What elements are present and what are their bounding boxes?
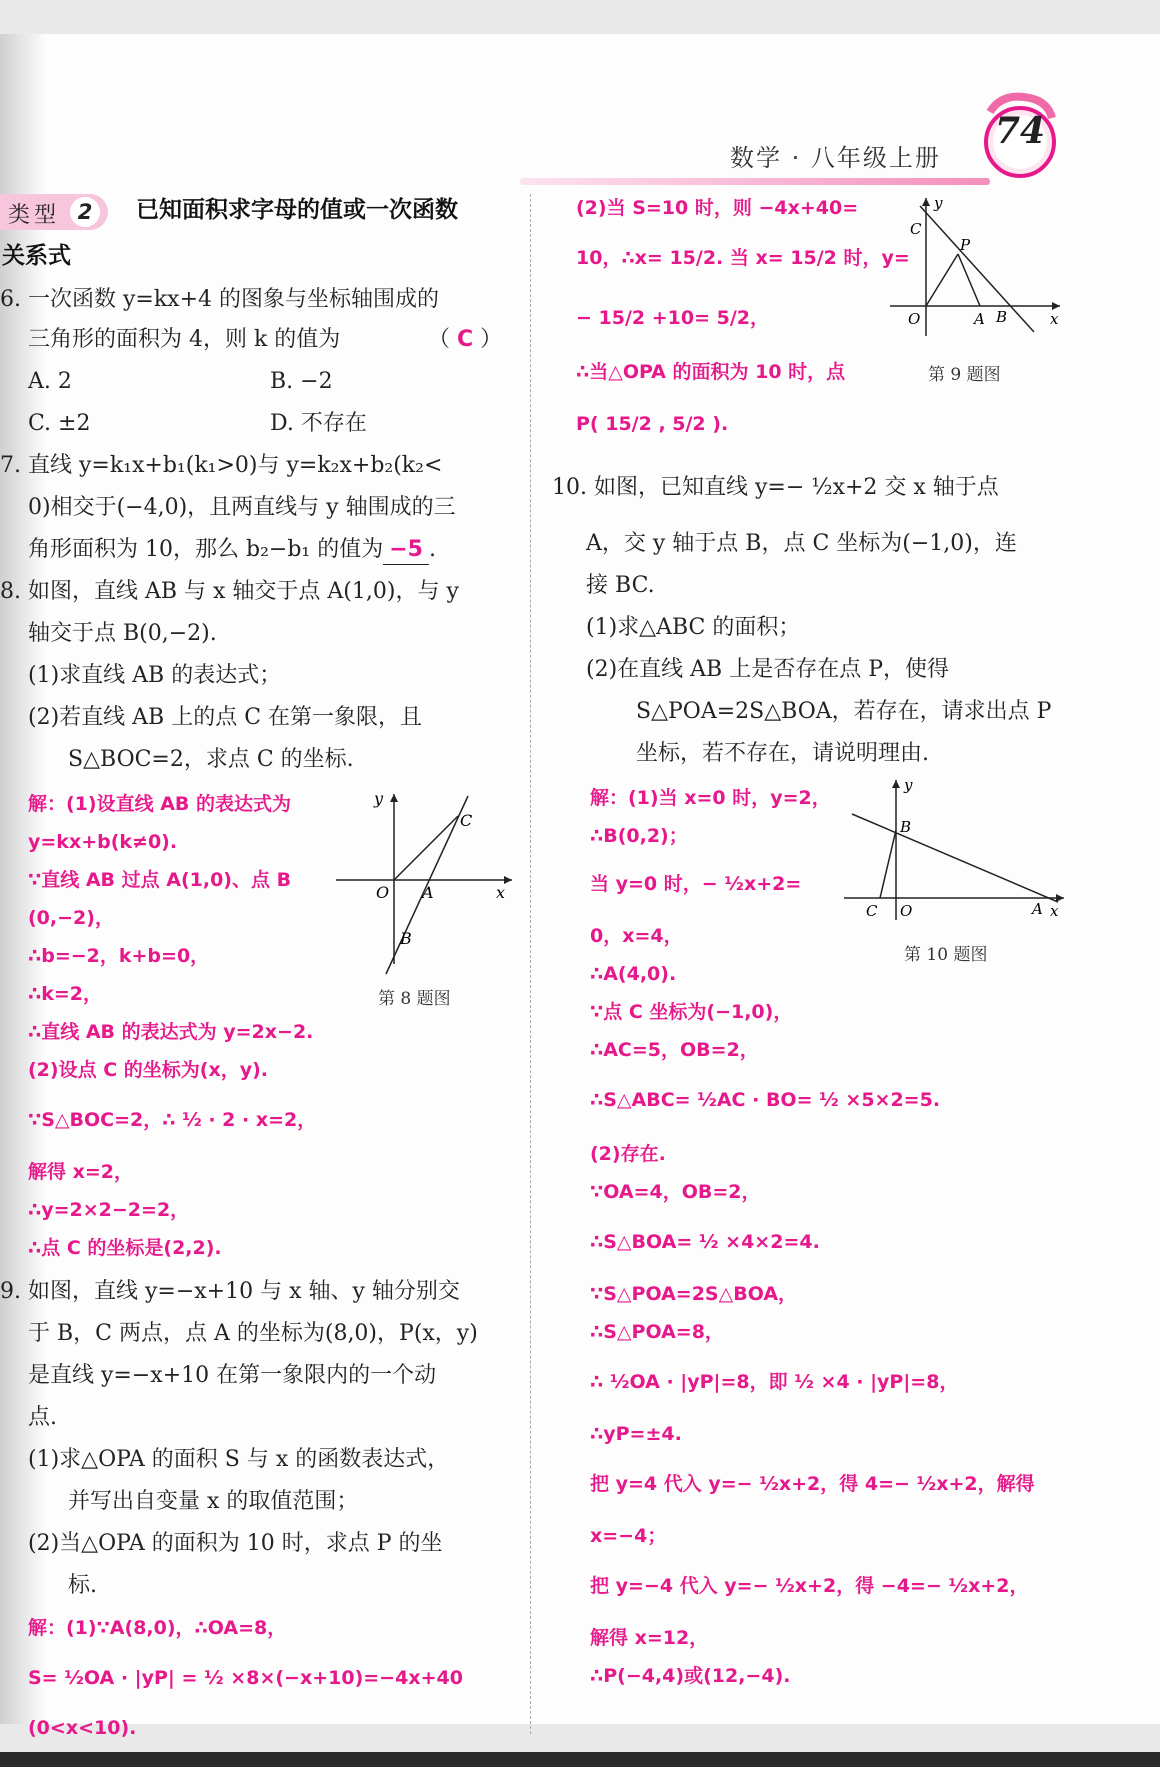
q9-line4: 点. [28,1405,57,1430]
q8-sol-5: ∴k=2， [28,983,102,1005]
q10-sol-19: ∴P(−4,4)或(12,−4). [590,1665,791,1687]
section-tag-number: 2 [70,197,100,227]
q9-cont-1: (2)当 S=10 时，则 −4x+40= [576,197,859,219]
q9-figure [886,192,1066,342]
svg-text:A: A [1032,900,1043,918]
q8-line3: (1)求直线 AB 的表达式； [28,663,282,688]
svg-text:A: A [974,310,985,328]
q8-sol-0: 解：(1)设直线 AB 的表达式为 [28,793,292,815]
svg-text:O: O [908,310,921,328]
bottom-bar [0,1752,1160,1767]
q9-line3: 是直线 y=−x+10 在第一象限内的一个动 [28,1363,437,1388]
q8-line1: 8. 如图，直线 AB 与 x 轴交于点 A(1,0)，与 y [0,579,459,604]
svg-text:y: y [374,789,384,808]
q10-sol-4: ∴A(4,0). [590,963,677,985]
q10-sol-17: 把 y=−4 代入 y=− ½x+2，得 −4=− ½x+2， [590,1575,1029,1597]
q10-sol-15: 把 y=4 代入 y=− ½x+2，得 4=− ½x+2，解得 [590,1473,1035,1495]
section-title: 已知面积求字母的值或一次函数 [136,197,458,223]
svg-text:B: B [996,308,1008,326]
q8-sol-9: 解得 x=2， [28,1161,134,1183]
column-divider [530,194,531,1734]
section-tag-label: 类型 [8,203,61,228]
q10-sol-14: ∴yP=±4. [590,1423,682,1445]
q10-line5: (2)在直线 AB 上是否存在点 P，使得 [586,657,950,682]
svg-text:C: C [460,811,473,830]
svg-text:A: A [422,883,434,902]
svg-text:O: O [900,902,913,920]
svg-text:x: x [496,883,506,902]
q10-sol-2: 当 y=0 时，− ½x+2= [590,873,802,895]
q8-sol-8: ∵S△BOC=2，∴ ½ · 2 · x=2， [28,1109,317,1131]
page-number-badge [982,92,1058,182]
q10-sol-5: ∵点 C 坐标为(−1,0)， [590,1001,793,1023]
q10-figure-caption: 第 10 题图 [904,945,988,965]
q7-line2: 0)相交于(−4,0)，且两直线与 y 轴围成的三 [28,495,456,520]
q9-sol-2: S= ½OA · |yP| = ½ ×8×(−x+10)=−4x+40 [28,1667,463,1689]
q10-line2: A，交 y 轴于点 B，点 C 坐标为(−1,0)，连 [586,531,1017,556]
q8-line5: S△BOC=2，求点 C 的坐标. [68,747,354,772]
q8-sol-1: y=kx+b(k≠0). [28,831,178,853]
svg-text:O: O [376,883,390,902]
q10-line3: 接 BC. [586,573,655,598]
section-title-cont: 关系式 [2,243,71,269]
q7-line3: 角形面积为 10，那么 b₂−b₁ 的值为 −5 . [28,536,436,565]
q8-sol-2: ∵直线 AB 过点 A(1,0)、点 B [28,869,292,891]
header-rule [520,178,990,185]
q10-sol-8: (2)存在. [590,1143,666,1165]
q8-sol-6: ∴直线 AB 的表达式为 y=2x−2. [28,1021,314,1043]
q10-sol-12: ∴S△POA=8， [590,1321,724,1343]
q10-line7: 坐标，若不存在，请说明理由. [636,741,929,766]
q10-sol-16: x=−4； [590,1525,667,1547]
q10-sol-9: ∵OA=4，OB=2， [590,1181,761,1203]
q9-cont-3: − 15/2 +10= 5/2， [576,307,770,329]
q7-answer: −5 [383,536,429,565]
q6-option-b: B. −2 [270,369,333,394]
q10-sol-10: ∴S△BOA= ½ ×4×2=4. [590,1231,820,1253]
q6-answer-paren: （ C ） [428,327,503,352]
q7-line1: 7. 直线 y=k₁x+b₁(k₁>0)与 y=k₂x+b₂(k₂< [0,453,443,478]
q9-line7: (2)当△OPA 的面积为 10 时，求点 P 的坐 [28,1531,443,1556]
q10-sol-11: ∵S△POA=2S△BOA， [590,1283,798,1305]
svg-text:x: x [1050,310,1059,328]
q9-sol-3: (0<x<10). [28,1717,137,1739]
q9-line5: (1)求△OPA 的面积 S 与 x 的函数表达式， [28,1447,450,1472]
q10-sol-18: 解得 x=12， [590,1627,709,1649]
q8-line2: 轴交于点 B(0,−2). [28,621,217,646]
q9-cont-5: P( 15/2 , 5/2 ). [576,413,729,435]
q9-sol-1: 解：(1)∵A(8,0)，∴OA=8， [28,1617,287,1639]
q9-line6: 并写出自变量 x 的取值范围； [68,1489,359,1514]
page-number: 74 [994,110,1046,152]
svg-text:P: P [960,236,971,254]
svg-text:x: x [1050,902,1059,920]
q8-sol-7: (2)设点 C 的坐标为(x，y). [28,1059,268,1081]
svg-text:C: C [910,220,922,238]
subject-title: 数学 · 八年级上册 [730,144,941,172]
q10-line6: S△POA=2S△BOA，若存在，请求出点 P [636,699,1052,724]
q10-sol-3: 0，x=4， [590,925,683,947]
q8-figure [330,784,520,974]
q10-sol-1: ∴B(0,2)； [590,825,688,847]
book-page [0,34,1160,1739]
q6-line1: 6. 一次函数 y=kx+4 的图象与坐标轴围成的 [0,287,440,312]
q10-line1: 10. 如图，已知直线 y=− ½x+2 交 x 轴于点 [552,475,999,500]
svg-text:B: B [900,818,912,836]
q10-sol-0: 解：(1)当 x=0 时，y=2， [590,787,831,809]
q6-line2: 三角形的面积为 4，则 k 的值为 [28,327,341,352]
q9-cont-4: ∴当△OPA 的面积为 10 时，点 [576,361,846,383]
q9-figure-caption: 第 9 题图 [928,365,1001,385]
q9-cont-2: 10，∴x= 15/2. 当 x= 15/2 时，y= [576,247,910,269]
q8-sol-4: ∴b=−2，k+b=0， [28,945,210,967]
q9-line8: 标. [68,1573,97,1598]
q8-sol-11: ∴点 C 的坐标是(2,2). [28,1237,222,1259]
q10-figure [840,774,1070,924]
q6-option-d: D. 不存在 [270,411,367,436]
q10-line4: (1)求△ABC 的面积； [586,615,801,640]
q6-option-c: C. ±2 [28,411,91,436]
q9-line1: 9. 如图，直线 y=−x+10 与 x 轴、y 轴分别交 [0,1279,460,1304]
svg-text:C: C [866,902,878,920]
q6-option-a: A. 2 [28,369,72,394]
q6-answer: C [457,327,474,352]
svg-text:y: y [904,776,913,794]
q8-figure-caption: 第 8 题图 [378,989,451,1009]
q8-line4: (2)若直线 AB 上的点 C 在第一象限，且 [28,705,423,730]
q8-sol-3: (0,−2)， [28,907,114,929]
svg-text:B: B [400,929,412,948]
q9-line2: 于 B，C 两点，点 A 的坐标为(8,0)，P(x，y) [28,1321,478,1346]
q10-sol-13: ∴ ½OA · |yP|=8，即 ½ ×4 · |yP|=8， [590,1371,959,1393]
q10-sol-6: ∴AC=5，OB=2， [590,1039,759,1061]
q10-sol-7: ∴S△ABC= ½AC · BO= ½ ×5×2=5. [590,1089,941,1111]
q8-sol-10: ∴y=2×2−2=2， [28,1199,190,1221]
svg-text:y: y [934,194,943,212]
